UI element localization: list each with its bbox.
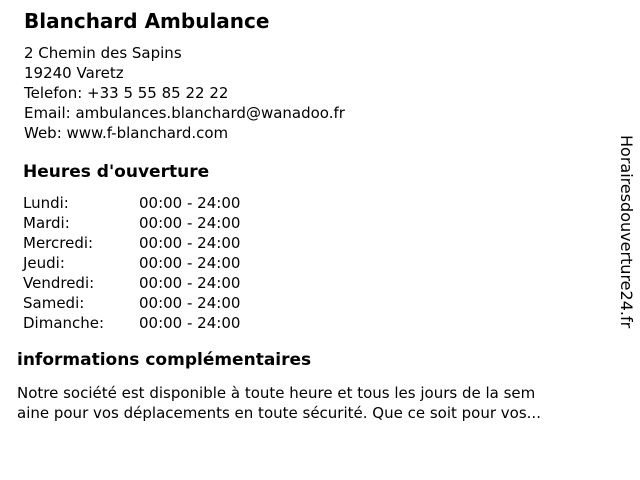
page-title: Blanchard Ambulance — [24, 9, 270, 33]
table-row — [23, 213, 240, 233]
additional-info-heading: informations complémentaires — [17, 350, 312, 370]
time-value: 00:00 - 24:00 — [139, 274, 241, 292]
opening-hours-table — [23, 193, 240, 333]
contact-block — [24, 43, 345, 143]
day-label: Mercredi: — [23, 234, 94, 252]
day-label: Samedi: — [23, 294, 85, 312]
time-value: 00:00 - 24:00 — [139, 194, 241, 212]
table-row — [23, 293, 240, 313]
time-value: 00:00 - 24:00 — [139, 294, 241, 312]
info-text-line-2: aine pour vos déplacements en toute sécurité. Que ce soit pour vos... — [17, 404, 541, 422]
day-label: Jeudi: — [23, 254, 65, 272]
time-value: 00:00 - 24:00 — [139, 314, 241, 332]
email-line: Email: ambulances.blanchard@wanadoo.fr — [24, 104, 345, 122]
table-row — [23, 253, 240, 273]
address-line-1: 2 Chemin des Sapins — [24, 44, 182, 62]
phone-line: Telefon: +33 5 55 85 22 22 — [24, 84, 229, 102]
time-value: 00:00 - 24:00 — [139, 214, 241, 232]
day-label: Vendredi: — [23, 274, 95, 292]
day-label: Lundi: — [23, 194, 69, 212]
info-text-line-1: Notre société est disponible à toute heure et tous les jours de la sem — [17, 384, 536, 402]
address-line-2: 19240 Varetz — [24, 64, 124, 82]
day-label: Mardi: — [23, 214, 70, 232]
table-row — [23, 273, 240, 293]
table-row — [23, 233, 240, 253]
table-row — [23, 193, 240, 213]
time-value: 00:00 - 24:00 — [139, 254, 241, 272]
website-line: Web: www.f-blanchard.com — [24, 124, 229, 142]
time-value: 00:00 - 24:00 — [139, 234, 241, 252]
opening-hours-heading: Heures d'ouverture — [23, 162, 210, 182]
table-row — [23, 313, 240, 333]
site-watermark: Horairesdouverture24.fr — [617, 135, 636, 329]
day-label: Dimanche: — [23, 314, 105, 332]
additional-info-text — [17, 383, 541, 423]
